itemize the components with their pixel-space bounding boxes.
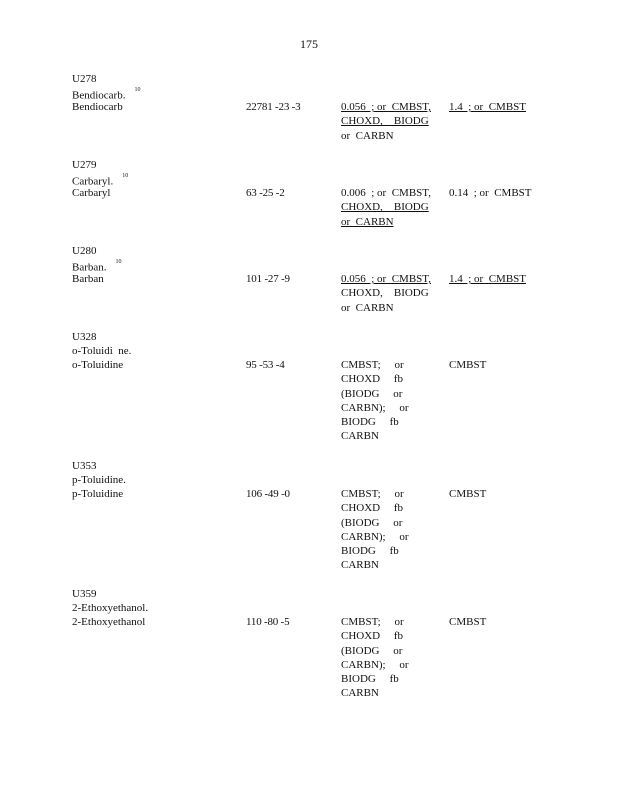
standard-line: CARBN); or xyxy=(341,530,409,543)
standard-line: CARBN xyxy=(341,687,379,700)
standard-line: (BIODG or xyxy=(341,516,403,529)
standard-line: BIODG fb xyxy=(341,673,399,686)
chemical-name: Barban. $^{10}$ xyxy=(72,259,122,274)
cas-number: 110 -80 -5 xyxy=(246,616,290,628)
standard-line: CMBST; or xyxy=(341,488,404,500)
common-name: Bendiocarb xyxy=(72,101,123,113)
standard-line: 0.006 ; or CMBST, xyxy=(341,187,431,199)
standard-line: 0.056 ; or CMBST, xyxy=(341,101,431,113)
standard-line: CHOXD fb xyxy=(341,502,404,515)
standard-line: 0.14 ; or CMBST xyxy=(449,187,532,199)
common-name: o-Toluidine xyxy=(72,359,124,371)
waste-code: U353 xyxy=(72,460,97,472)
cas-number: 106 -49 -0 xyxy=(246,488,290,500)
standard-line: 0.056 ; or CMBST, xyxy=(341,273,431,285)
standard-line: (BIODG or xyxy=(341,387,403,400)
cas-number: 95 -53 -4 xyxy=(246,359,285,371)
footnote-marker: 10 xyxy=(115,259,122,265)
wastewater-standard xyxy=(341,615,441,701)
waste-code: U359 xyxy=(72,588,97,600)
standard-line: CARBN); or xyxy=(341,401,409,414)
standard-line: or CARBN xyxy=(341,129,394,142)
footnote-marker: 10 xyxy=(122,173,129,179)
standard-line: CARBN xyxy=(341,559,379,572)
chemical-name: Bendiocarb. $^{10}$ xyxy=(72,87,141,102)
standard-line: BIODG fb xyxy=(341,545,399,558)
wastewater-standard xyxy=(341,272,441,315)
standard-line: or CARBN xyxy=(341,301,394,314)
nonwastewater-standard xyxy=(449,100,526,114)
standard-line: CMBST xyxy=(449,616,487,628)
wastewater-standard xyxy=(341,100,441,143)
nonwastewater-standard xyxy=(449,615,486,629)
standard-line: CMBST; or xyxy=(341,616,404,628)
page-number: 175 xyxy=(300,37,318,51)
waste-code: U279 xyxy=(72,159,97,171)
standard-line: 1.4 ; or CMBST xyxy=(449,101,527,113)
standard-line: CHOXD, BIODG xyxy=(341,201,429,214)
chemical-name: Carbaryl. $^{10}$ xyxy=(72,173,129,188)
nonwastewater-standard xyxy=(449,358,486,372)
standard-line: BIODG fb xyxy=(341,416,399,429)
standard-line: 1.4 ; or CMBST xyxy=(449,273,527,285)
cas-number: 22781 -23 -3 xyxy=(246,101,301,113)
standard-line: CMBST xyxy=(449,488,487,500)
chemical-name: 2-Ethoxyethanol. xyxy=(72,602,149,614)
common-name: 2-Ethoxyethanol xyxy=(72,616,146,628)
standard-line: CARBN); or xyxy=(341,658,409,671)
common-name: p-Toluidine xyxy=(72,488,124,500)
standard-line: CARBN xyxy=(341,430,379,443)
cas-number: 101 -27 -9 xyxy=(246,273,290,285)
wastewater-standard xyxy=(341,186,441,229)
chemical-name: p-Toluidine. xyxy=(72,474,126,486)
nonwastewater-standard xyxy=(449,272,526,286)
standard-line: CHOXD fb xyxy=(341,630,404,643)
standard-line: or CARBN xyxy=(341,215,394,228)
waste-code: U278 xyxy=(72,73,97,85)
waste-code: U328 xyxy=(72,331,97,343)
standard-line: CHOXD fb xyxy=(341,373,404,386)
standard-line: CMBST xyxy=(449,359,487,371)
standard-line: CHOXD, BIODG xyxy=(341,287,429,300)
nonwastewater-standard xyxy=(449,186,532,200)
wastewater-standard xyxy=(341,487,441,573)
standard-line: (BIODG or xyxy=(341,644,403,657)
common-name: Carbaryl xyxy=(72,187,111,199)
cas-number: 63 -25 -2 xyxy=(246,187,285,199)
footnote-marker: 10 xyxy=(134,87,141,93)
nonwastewater-standard xyxy=(449,487,486,501)
standard-line: CMBST; or xyxy=(341,359,404,371)
common-name: Barban xyxy=(72,273,104,285)
chemical-name: o-Toluidi ne. xyxy=(72,345,132,357)
waste-code: U280 xyxy=(72,245,97,257)
wastewater-standard xyxy=(341,358,441,444)
standard-line: CHOXD, BIODG xyxy=(341,115,429,128)
